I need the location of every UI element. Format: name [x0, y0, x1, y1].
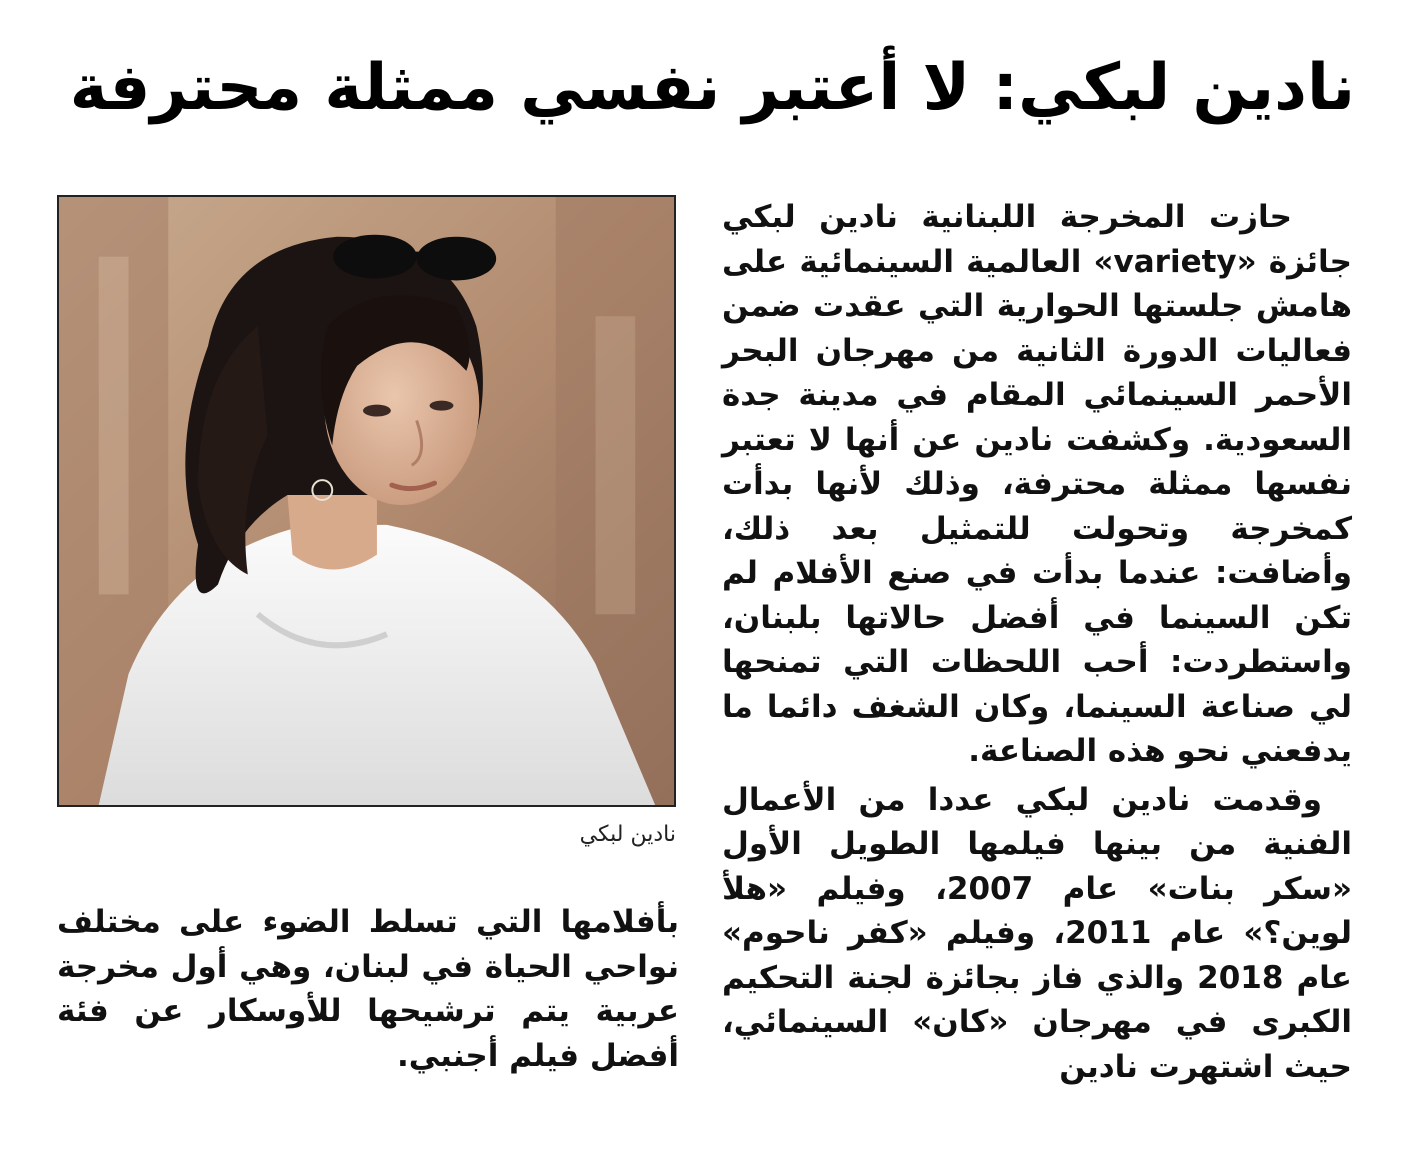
article-paragraph-2: وقدمت نادين لبكي عددا من الأعمال الفنية من بينها فيلمها الطويل الأول «سكر بنات» عام 2007، وفيلم «هلأ لوين؟» عام 2011، وفيلم «كفر ناحوم» عام 2018 والذي فاز بجائزة لجنة التحكيم الكبرى في مهرجان «كان» السينمائي، حيث اشتهرت نادين — [722, 781, 1353, 1085]
photo-caption: نادين لبكي — [579, 822, 676, 847]
article-paragraph-1: حازت المخرجة اللبنانية نادين لبكي جائزة «variety» العالمية السينمائية على هامش جلستها الحوارية التي عقدت ضمن فعاليات الدورة الثانية من مهرجان البحر الأحمر السينمائي المقام في مدينة جدة السعودية. وكشفت نادين عن أنها لا تعتبر نفسها ممثلة محترفة، وذلك لأنها بدأت كمخرجة وتحولت للتمثيل بعد ذلك، وأضافت: عندما بدأت في صنع الأفلام لم تكن السينما في أفضل حالاتها بلبنان، واستطردت: أحب اللحظات التي تمنحها لي صناعة السينما، وكان الشغف دائما ما يدفعني نحو هذه الصناعة. — [722, 199, 1353, 769]
article-headline: نادين لبكي: لا أعتبر نفسي ممثلة محترفة — [69, 51, 1355, 125]
article-body-right-column — [722, 195, 1352, 1089]
article-photo — [57, 195, 676, 807]
article-body-left-column — [57, 900, 679, 1078]
article-paragraph-continued: بأفلامها التي تسلط الضوء على مختلف نواحي الحياة في لبنان، وهي أول مخرجة عربية يتم ترشيحها للأوسكار عن فئة أفضل فيلم أجنبي. — [57, 904, 679, 1074]
portrait-photo-illustration — [59, 197, 674, 805]
